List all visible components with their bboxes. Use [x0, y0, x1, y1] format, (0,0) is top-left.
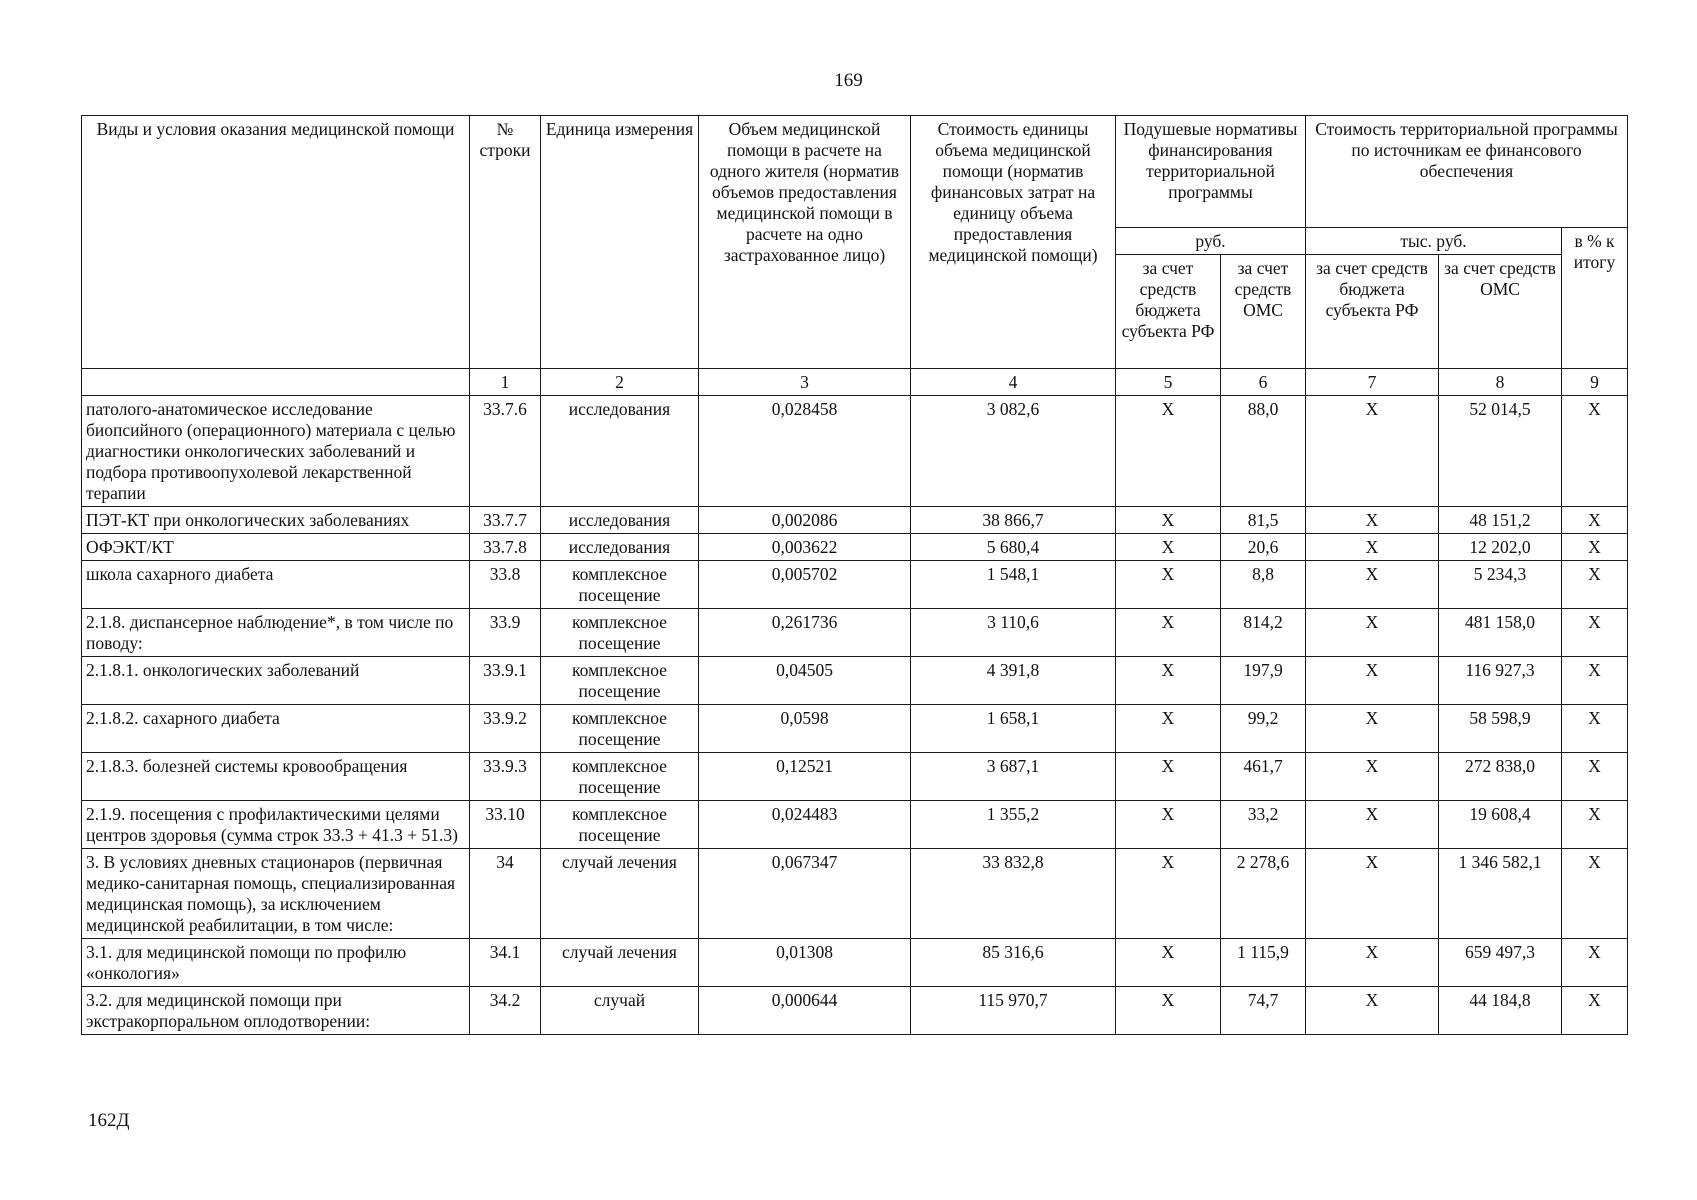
table-row — [82, 507, 1628, 534]
row-percent: X — [1562, 534, 1628, 561]
row-volume: 0,003622 — [699, 534, 911, 561]
table-row — [82, 609, 1628, 657]
row-number: 34 — [470, 849, 541, 939]
header-volume: Объем медицинской помощи в расчете на одного жителя (норматив объемов предоставления медицинской помощи в расчете на одно застрахованное лицо) — [699, 116, 911, 369]
row-unit-cost: 4 391,8 — [911, 657, 1116, 705]
row-oms-cost: 272 838,0 — [1439, 753, 1562, 801]
row-volume: 0,002086 — [699, 507, 911, 534]
table-row — [82, 657, 1628, 705]
row-oms-per-capita: 814,2 — [1221, 609, 1306, 657]
row-oms-per-capita: 2 278,6 — [1221, 849, 1306, 939]
column-number-row — [82, 369, 1628, 396]
row-unit-cost: 1 355,2 — [911, 801, 1116, 849]
row-number: 33.7.7 — [470, 507, 541, 534]
row-oms-per-capita: 33,2 — [1221, 801, 1306, 849]
row-oms-cost: 1 346 582,1 — [1439, 849, 1562, 939]
table-row — [82, 561, 1628, 609]
row-unit: комплексное посещение — [541, 657, 699, 705]
header-unit-thous-rub: тыс. руб. — [1306, 228, 1562, 255]
row-budget-cost: X — [1306, 561, 1439, 609]
row-budget-cost: X — [1306, 939, 1439, 987]
row-kind: 2.1.8.2. сахарного диабета — [82, 705, 470, 753]
row-unit-cost: 115 970,7 — [911, 987, 1116, 1035]
row-number: 33.9.2 — [470, 705, 541, 753]
row-kind: 3. В условиях дневных стационаров (первичная медико-санитарная помощь, специализированная медицинская помощь), за исключением медицинской реабилитации, в том числе: — [82, 849, 470, 939]
row-budget-per-capita: X — [1116, 753, 1221, 801]
row-unit: случай — [541, 987, 699, 1035]
column-number: 8 — [1439, 369, 1562, 396]
row-volume: 0,0598 — [699, 705, 911, 753]
row-unit: комплексное посещение — [541, 705, 699, 753]
row-oms-per-capita: 197,9 — [1221, 657, 1306, 705]
row-unit-cost: 85 316,6 — [911, 939, 1116, 987]
row-budget-cost: X — [1306, 396, 1439, 507]
header-oms-2: за счет средств ОМС — [1439, 255, 1562, 369]
row-volume: 0,005702 — [699, 561, 911, 609]
header-unit: Единица измерения — [541, 116, 699, 369]
row-volume: 0,024483 — [699, 801, 911, 849]
row-kind: 2.1.8. диспансерное наблюдение*, в том числе по поводу: — [82, 609, 470, 657]
row-oms-per-capita: 74,7 — [1221, 987, 1306, 1035]
header-program-cost: Стоимость территориальной программы по источникам ее финансового обеспечения — [1306, 116, 1628, 228]
row-volume: 0,04505 — [699, 657, 911, 705]
row-unit: комплексное посещение — [541, 753, 699, 801]
document-code: 162Д — [88, 1110, 130, 1131]
row-budget-cost: X — [1306, 987, 1439, 1035]
row-percent: X — [1562, 561, 1628, 609]
row-percent: X — [1562, 657, 1628, 705]
row-budget-per-capita: X — [1116, 801, 1221, 849]
row-oms-per-capita: 99,2 — [1221, 705, 1306, 753]
row-budget-per-capita: X — [1116, 705, 1221, 753]
header-kind: Виды и условия оказания медицинской помощи — [82, 116, 470, 369]
row-unit-cost: 3 110,6 — [911, 609, 1116, 657]
column-number: 5 — [1116, 369, 1221, 396]
row-budget-cost: X — [1306, 609, 1439, 657]
row-unit-cost: 1 548,1 — [911, 561, 1116, 609]
row-volume: 0,12521 — [699, 753, 911, 801]
row-number: 34.1 — [470, 939, 541, 987]
row-budget-cost: X — [1306, 849, 1439, 939]
row-kind: 3.1. для медицинской помощи по профилю «онкология» — [82, 939, 470, 987]
column-number: 7 — [1306, 369, 1439, 396]
row-kind: ПЭТ-КТ при онкологических заболеваниях — [82, 507, 470, 534]
header-oms: за счет средств ОМС — [1221, 255, 1306, 369]
row-oms-cost: 5 234,3 — [1439, 561, 1562, 609]
row-kind: 2.1.8.3. болезней системы кровообращения — [82, 753, 470, 801]
row-number: 33.9.3 — [470, 753, 541, 801]
header-unit-rub: руб. — [1116, 228, 1306, 255]
row-percent: X — [1562, 987, 1628, 1035]
row-unit: исследования — [541, 396, 699, 507]
row-oms-per-capita: 8,8 — [1221, 561, 1306, 609]
row-percent: X — [1562, 801, 1628, 849]
row-oms-per-capita: 81,5 — [1221, 507, 1306, 534]
row-unit: случай лечения — [541, 939, 699, 987]
row-unit-cost: 38 866,7 — [911, 507, 1116, 534]
row-percent: X — [1562, 609, 1628, 657]
row-budget-cost: X — [1306, 801, 1439, 849]
table-row — [82, 705, 1628, 753]
column-number: 4 — [911, 369, 1116, 396]
table-row — [82, 987, 1628, 1035]
financing-table — [81, 115, 1628, 1035]
row-percent: X — [1562, 705, 1628, 753]
row-percent: X — [1562, 507, 1628, 534]
row-oms-cost: 52 014,5 — [1439, 396, 1562, 507]
row-unit: случай лечения — [541, 849, 699, 939]
row-oms-cost: 58 598,9 — [1439, 705, 1562, 753]
row-budget-per-capita: X — [1116, 849, 1221, 939]
row-unit-cost: 3 687,1 — [911, 753, 1116, 801]
header-per-capita: Подушевые нормативы финансирования территориальной программы — [1116, 116, 1306, 228]
row-oms-per-capita: 20,6 — [1221, 534, 1306, 561]
row-unit: исследования — [541, 534, 699, 561]
row-oms-per-capita: 1 115,9 — [1221, 939, 1306, 987]
column-number-blank — [82, 369, 470, 396]
row-percent: X — [1562, 753, 1628, 801]
row-budget-per-capita: X — [1116, 609, 1221, 657]
row-kind: патолого-анатомическое исследование биопсийного (операционного) материала с целью диагностики онкологических заболеваний и подбора противоопухолевой лекарственной терапии — [82, 396, 470, 507]
row-number: 33.10 — [470, 801, 541, 849]
row-kind: 2.1.9. посещения с профилактическими целями центров здоровья (сумма строк 33.3 + 41.3 + 51.3) — [82, 801, 470, 849]
page-number: 169 — [834, 70, 863, 91]
row-oms-cost: 44 184,8 — [1439, 987, 1562, 1035]
row-number: 33.8 — [470, 561, 541, 609]
row-number: 34.2 — [470, 987, 541, 1035]
row-percent: X — [1562, 939, 1628, 987]
column-number: 3 — [699, 369, 911, 396]
header-unit-cost: Стоимость единицы объема медицинской помощи (норматив финансовых затрат на единицу объема предоставления медицинской помощи) — [911, 116, 1116, 369]
row-unit-cost: 3 082,6 — [911, 396, 1116, 507]
row-budget-per-capita: X — [1116, 939, 1221, 987]
table-row — [82, 534, 1628, 561]
row-budget-per-capita: X — [1116, 657, 1221, 705]
row-oms-cost: 659 497,3 — [1439, 939, 1562, 987]
row-kind: ОФЭКТ/КТ — [82, 534, 470, 561]
row-volume: 0,000644 — [699, 987, 911, 1035]
header-budget-rf-2: за счет средств бюджета субъекта РФ — [1306, 255, 1439, 369]
header-row-no: № строки — [470, 116, 541, 369]
row-number: 33.7.6 — [470, 396, 541, 507]
header-budget-rf: за счет средств бюджета субъекта РФ — [1116, 255, 1221, 369]
row-unit: комплексное посещение — [541, 609, 699, 657]
row-percent: X — [1562, 396, 1628, 507]
table-row — [82, 849, 1628, 939]
row-oms-per-capita: 88,0 — [1221, 396, 1306, 507]
row-oms-per-capita: 461,7 — [1221, 753, 1306, 801]
row-oms-cost: 48 151,2 — [1439, 507, 1562, 534]
row-unit-cost: 5 680,4 — [911, 534, 1116, 561]
row-oms-cost: 12 202,0 — [1439, 534, 1562, 561]
row-percent: X — [1562, 849, 1628, 939]
row-budget-cost: X — [1306, 534, 1439, 561]
row-kind: 2.1.8.1. онкологических заболеваний — [82, 657, 470, 705]
row-unit-cost: 1 658,1 — [911, 705, 1116, 753]
row-volume: 0,261736 — [699, 609, 911, 657]
row-oms-cost: 481 158,0 — [1439, 609, 1562, 657]
row-volume: 0,01308 — [699, 939, 911, 987]
row-budget-per-capita: X — [1116, 507, 1221, 534]
table-row — [82, 801, 1628, 849]
row-unit: исследования — [541, 507, 699, 534]
row-unit: комплексное посещение — [541, 801, 699, 849]
row-budget-per-capita: X — [1116, 561, 1221, 609]
row-kind: школа сахарного диабета — [82, 561, 470, 609]
row-number: 33.9.1 — [470, 657, 541, 705]
row-budget-cost: X — [1306, 657, 1439, 705]
row-unit: комплексное посещение — [541, 561, 699, 609]
column-number: 2 — [541, 369, 699, 396]
column-number: 1 — [470, 369, 541, 396]
table-row — [82, 396, 1628, 507]
row-budget-cost: X — [1306, 507, 1439, 534]
table-body — [82, 396, 1628, 1035]
row-oms-cost: 116 927,3 — [1439, 657, 1562, 705]
row-budget-cost: X — [1306, 753, 1439, 801]
row-number: 33.7.8 — [470, 534, 541, 561]
row-volume: 0,067347 — [699, 849, 911, 939]
row-kind: 3.2. для медицинской помощи при экстракорпоральном оплодотворении: — [82, 987, 470, 1035]
row-budget-per-capita: X — [1116, 987, 1221, 1035]
column-number: 9 — [1562, 369, 1628, 396]
table-row — [82, 753, 1628, 801]
column-number: 6 — [1221, 369, 1306, 396]
table-row — [82, 939, 1628, 987]
header-percent-total: в % к итогу — [1562, 228, 1628, 369]
row-budget-per-capita: X — [1116, 534, 1221, 561]
row-number: 33.9 — [470, 609, 541, 657]
row-budget-cost: X — [1306, 705, 1439, 753]
row-volume: 0,028458 — [699, 396, 911, 507]
row-budget-per-capita: X — [1116, 396, 1221, 507]
row-oms-cost: 19 608,4 — [1439, 801, 1562, 849]
row-unit-cost: 33 832,8 — [911, 849, 1116, 939]
